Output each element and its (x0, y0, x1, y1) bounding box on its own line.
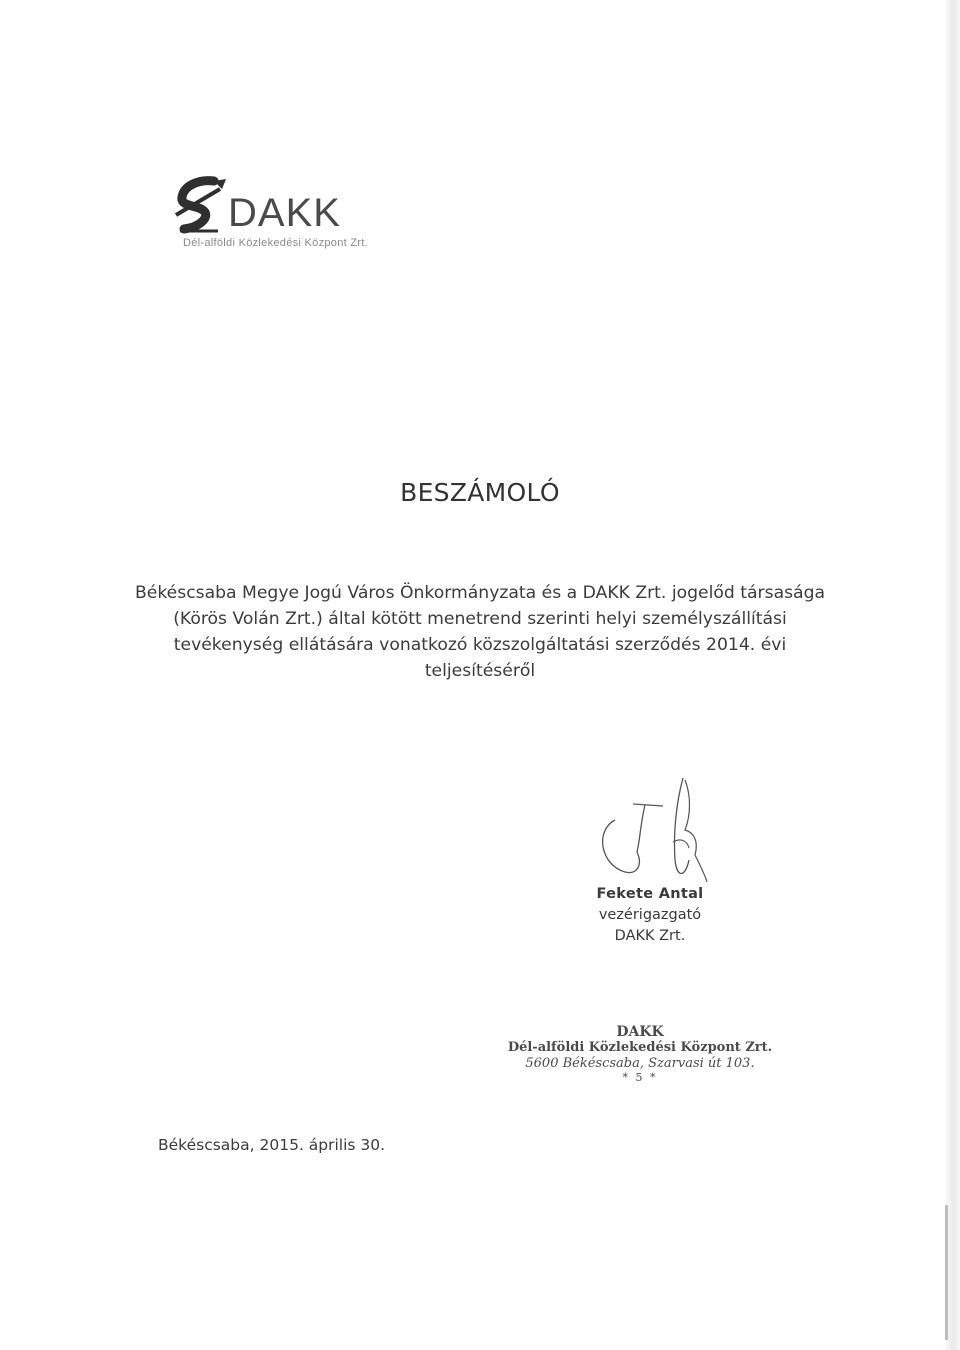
scan-edge (944, 0, 960, 1350)
document-title: BESZÁMOLÓ (400, 478, 560, 507)
stamp-address: 5600 Békéscsaba, Szarvasi út 103. (525, 1056, 755, 1071)
logo-subtitle: Dél-alföldi Közlekedési Központ Zrt. (183, 237, 369, 249)
scan-edge-mark (945, 1205, 948, 1340)
dakk-logo-icon (170, 175, 232, 237)
signer-block (550, 884, 750, 947)
company-stamp (500, 1024, 780, 1084)
company-logo (170, 175, 369, 255)
signer-name: Fekete Antal (596, 886, 704, 902)
subject-line: (Körös Volán Zrt.) által kötött menetrend szerinti helyi személyszállítási (173, 609, 787, 629)
stamp-company: Dél-alföldi Közlekedési Központ Zrt. (507, 1040, 773, 1055)
stamp-name: DAKK (616, 1024, 664, 1040)
subject-line: tevékenység ellátására vonatkozó közszolgáltatási szerződés 2014. évi (173, 635, 787, 655)
logo-wordmark: DAKK (228, 191, 341, 235)
subject-line: Békéscsaba Megye Jogú Város Önkormányzata és a DAKK Zrt. jogelőd társasága (134, 583, 826, 603)
handwritten-signature (585, 760, 715, 890)
signer-role: vezérigazgató (598, 907, 702, 923)
signer-company: DAKK Zrt. (614, 928, 686, 944)
document-subject (130, 580, 830, 684)
subject-line: teljesítéséről (424, 661, 536, 681)
document-date: Békéscsaba, 2015. április 30. (158, 1136, 386, 1154)
stamp-number: * 5 * (622, 1071, 658, 1084)
